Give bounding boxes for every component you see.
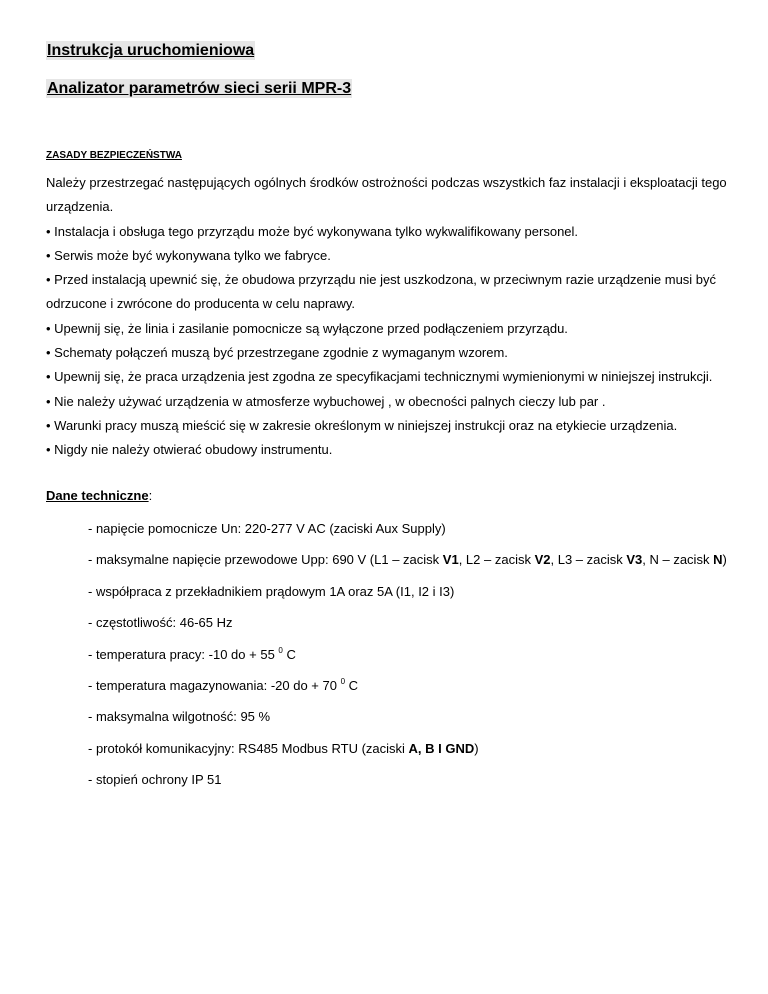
spec-text: - temperatura magazynowania: -20 do + 70 xyxy=(88,677,341,693)
safety-paragraph: Należy przestrzegać następujących ogólnych środków ostrożności podczas wszystkich faz instalacji i eksploatacji tego urządzenia. xyxy=(46,175,727,215)
spec-text: C xyxy=(345,677,359,693)
tech-spec-list xyxy=(88,519,738,802)
spec-text: , L2 – zacisk xyxy=(458,552,535,568)
safety-section xyxy=(46,171,736,463)
safety-bullet: • Instalacja i obsługa tego przyrządu może być wykonywana tylko wykwalifikowany personel. xyxy=(46,223,579,239)
spec-ip-rating: - stopień ochrony IP 51 xyxy=(88,772,222,788)
spec-text: , N – zacisk xyxy=(642,552,714,568)
safety-bullet: • Schematy połączeń muszą być przestrzegane zgodnie z wymaganym wzorem. xyxy=(46,345,508,361)
terminal-label: V2 xyxy=(534,552,551,568)
spec-text: ) xyxy=(722,552,727,568)
terminal-label: A, B I GND xyxy=(408,740,475,756)
safety-bullet: • Upewnij się, że praca urządzenia jest zgodna ze specyfikacjami technicznymi wymienionymi w niniejszej instrukcji. xyxy=(46,369,713,385)
spec-operating-temp xyxy=(88,645,738,676)
degree-superscript: 0 xyxy=(340,676,346,686)
tech-heading-label: Dane techniczne xyxy=(46,488,149,503)
terminal-label: V1 xyxy=(442,552,459,568)
spec-aux-supply: - napięcie pomocnicze Un: 220-277 V AC (zaciski Aux Supply) xyxy=(88,521,446,536)
safety-bullet: • Przed instalacją upewnić się, że obudowa przyrządu nie jest uszkodzona, w przeciwnym razie urządzenie musi być odrzucone i zwrócone do producenta w celu naprawy. xyxy=(46,272,717,312)
spec-humidity: - maksymalna wilgotność: 95 % xyxy=(88,709,271,725)
tech-heading xyxy=(46,488,152,503)
terminal-label: N xyxy=(713,552,723,568)
spec-text: - maksymalne napięcie przewodowe Upp: 690 V (L1 – zacisk xyxy=(88,552,443,568)
degree-superscript: 0 xyxy=(278,645,283,655)
spec-frequency: - częstotliwość: 46-65 Hz xyxy=(88,615,233,631)
document-subtitle: Analizator parametrów sieci serii MPR-3 xyxy=(47,80,352,97)
spec-max-voltage xyxy=(88,550,738,581)
spec-text: - protokół komunikacyjny: RS485 Modbus RTU (zaciski xyxy=(88,740,409,756)
safety-bullet: • Nie należy używać urządzenia w atmosferze wybuchowej , w obecności palnych cieczy lub par . xyxy=(46,393,606,409)
tech-heading-colon: : xyxy=(148,488,153,503)
spec-text: C xyxy=(282,646,296,662)
spec-protocol xyxy=(88,739,738,770)
spec-text: ) xyxy=(474,740,479,756)
document-title: Instrukcja uruchomieniowa xyxy=(47,42,255,59)
safety-heading: ZASADY BEZPIECZEŃSTWA xyxy=(46,150,182,161)
safety-bullet: • Upewnij się, że linia i zasilanie pomocnicze są wyłączone przed podłączeniem przyrządu. xyxy=(46,320,568,336)
safety-bullet: • Nigdy nie należy otwierać obudowy instrumentu. xyxy=(46,442,333,458)
spec-current-transformer: - współpraca z przekładnikiem prądowym 1A oraz 5A (I1, I2 i I3) xyxy=(88,583,455,599)
safety-bullet: • Warunki pracy muszą mieścić się w zakresie określonym w niniejszej instrukcji oraz na etykiecie urządzenia. xyxy=(46,417,678,433)
spec-storage-temp xyxy=(88,676,738,707)
terminal-label: V3 xyxy=(626,552,643,568)
spec-text: , L3 – zacisk xyxy=(550,552,627,568)
spec-text: - temperatura pracy: -10 do + 55 xyxy=(88,646,279,662)
safety-bullet: • Serwis może być wykonywana tylko we fabryce. xyxy=(46,247,331,263)
